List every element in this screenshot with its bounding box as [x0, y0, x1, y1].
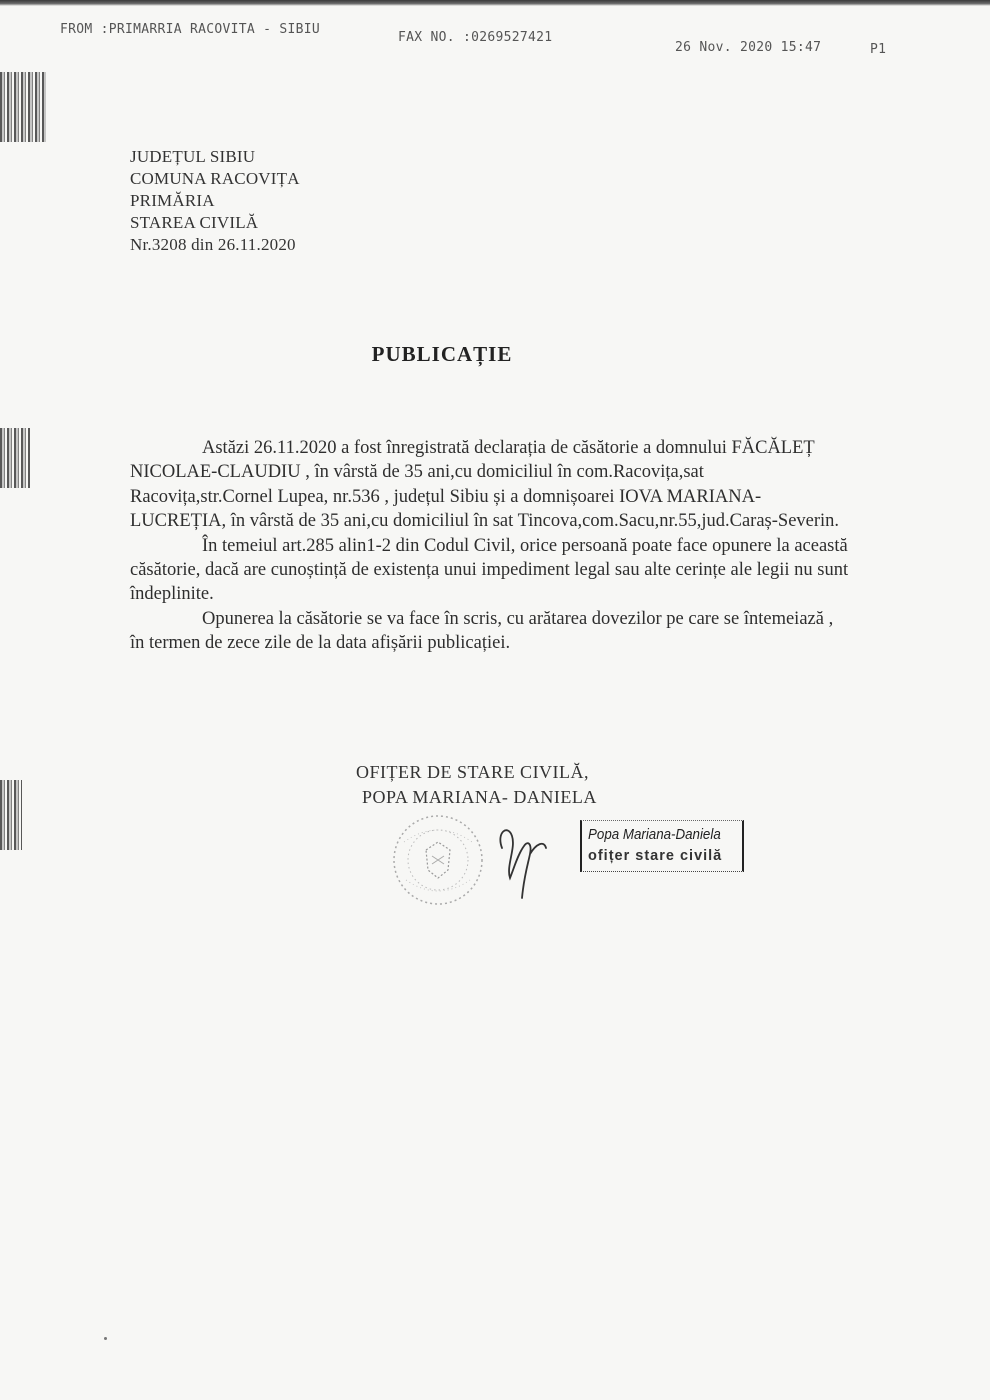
fax-header	[0, 18, 990, 58]
signature-block	[356, 760, 597, 810]
fax-number: FAX NO. :0269527421	[398, 30, 553, 45]
scan-artifact	[0, 72, 46, 142]
fax-datetime: 26 Nov. 2020 15:47	[675, 40, 822, 55]
letterhead	[130, 146, 300, 256]
letterhead-reference: Nr.3208 din 26.11.2020	[130, 235, 296, 254]
name-stamp	[580, 820, 744, 872]
round-seal-icon	[384, 812, 492, 908]
scan-top-edge	[0, 0, 990, 6]
letterhead-department: STAREA CIVILĂ	[130, 213, 259, 232]
document-body	[130, 436, 850, 656]
handwritten-signature	[492, 818, 552, 904]
paragraph-declaration: Astăzi 26.11.2020 a fost înregistrată declarația de căsătorie a domnului FĂCĂLEȚ NICOLAE-CLAUDIU , în vârstă de 35 ani,cu domiciliul în com.Racovița,sat Racovița,str.Cornel Lupea, nr.536 , județul Sibiu și a domnișoarei IOVA MARIANA-LUCREȚIA, în vârstă de 35 ani,cu domiciliul în sat Tincova,com.Sacu,nr.55,jud.Caraș-Severin.	[130, 438, 840, 532]
page-title: PUBLICAȚIE	[371, 342, 513, 366]
scan-artifact	[0, 780, 22, 850]
letterhead-office: PRIMĂRIA	[130, 191, 215, 210]
scan-artifact	[0, 428, 30, 488]
officer-role: OFIȚER DE STARE CIVILĂ,	[356, 762, 590, 782]
fax-page-number: P1	[870, 42, 887, 57]
paragraph-legal-basis: În temeiul art.285 alin1-2 din Codul Civil, orice persoană poate face opunere la această căsătorie, dacă are cunoștință de existența unui impediment legal sau alte cerințe ale legii nu sunt îndeplinite.	[130, 535, 849, 605]
stamp-role: ofițer stare civilă	[588, 848, 723, 864]
scan-speck	[104, 1337, 107, 1340]
stamp-name: Popa Mariana-Daniela	[588, 827, 721, 843]
officer-name: POPA MARIANA- DANIELA	[362, 787, 597, 807]
letterhead-county: JUDEȚUL SIBIU	[130, 147, 256, 166]
letterhead-commune: COMUNA RACOVIȚA	[130, 169, 300, 188]
paragraph-opposition: Opunerea la căsătorie se va face în scris, cu arătarea dovezilor pe care se întemeiază , în termen de zece zile de la data afișării publicației.	[130, 608, 834, 654]
fax-from: FROM :PRIMARRIA RACOVITA - SIBIU	[60, 22, 321, 37]
